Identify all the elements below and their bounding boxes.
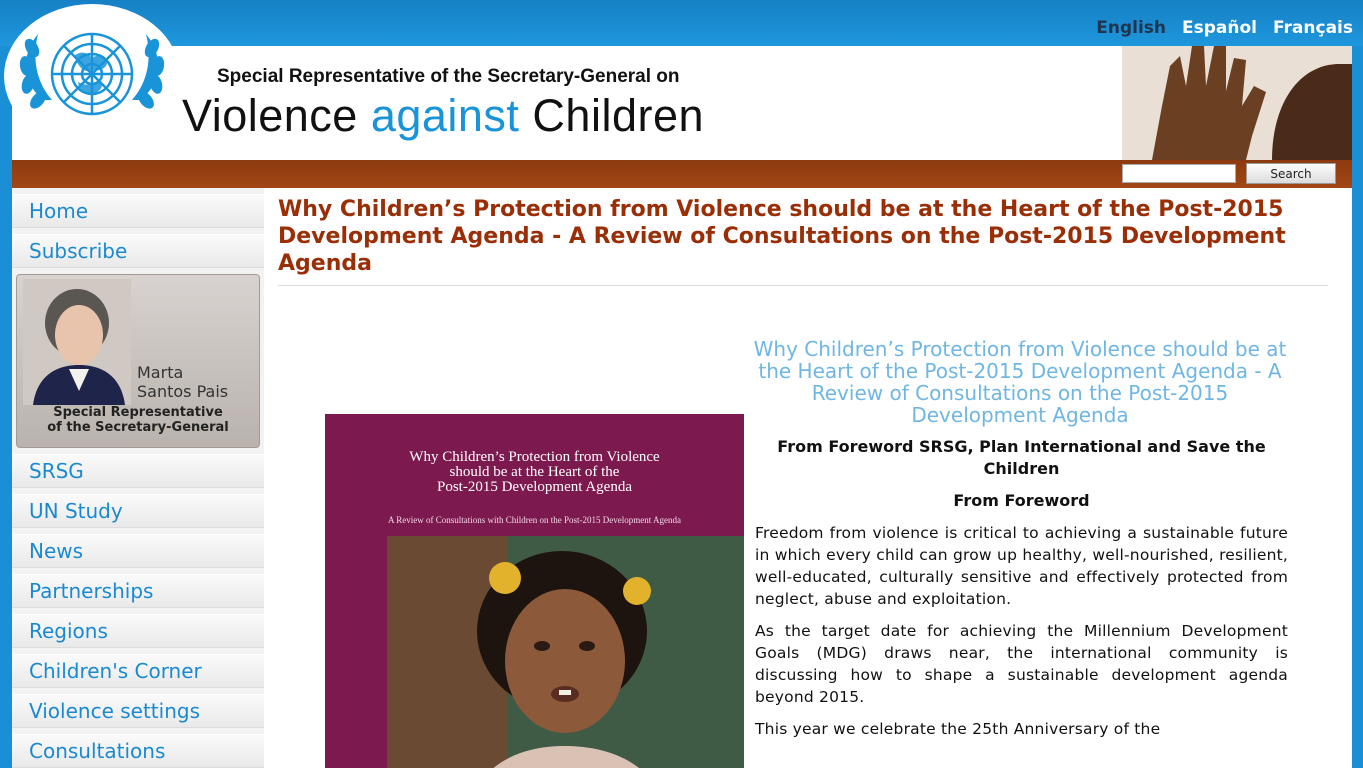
srsg-name-line2: Santos Pais (137, 382, 229, 401)
site-subtitle: Special Representative of the Secretary-General on (217, 66, 680, 87)
nav-item-violence-settings[interactable]: Violence settings (12, 694, 264, 728)
cover-title (325, 450, 744, 495)
search-button[interactable]: Search (1246, 163, 1336, 184)
nav-item-home[interactable]: Home (12, 194, 264, 228)
language-francais[interactable]: Français (1273, 18, 1353, 38)
article-paragraph: Freedom from violence is critical to achieving a sustainable future in which every child can grow up healthy, well-nourished, resilient, well-educated, culturally sensitive and effectively protected from neglect, abuse and exploitation. (755, 524, 1288, 608)
foreword-subheading: From Foreword (953, 491, 1090, 510)
child-portrait-image (387, 536, 744, 768)
site-title-part2: Children (519, 90, 705, 141)
cover-title-line3: Post-2015 Development Agenda (437, 479, 632, 495)
article-paragraph: As the target date for achieving the Millennium Development Goals (MDG) draws near, the international community is discussing how to shape a sustainable development agenda beyond 2015. (755, 622, 1288, 706)
cover-title-line2: should be at the Heart of the (449, 464, 620, 480)
page-title: Why Children’s Protection from Violence should be at the Heart of the Post-2015 Development Agenda - A Review of Consultations on the Post-2015 Development Agenda (278, 197, 1286, 276)
cover-child-photo (387, 536, 744, 768)
report-cover-image[interactable] (325, 414, 744, 768)
site-title[interactable] (182, 90, 704, 142)
nav-item-partnerships[interactable]: Partnerships (12, 574, 264, 608)
site-title-part1: Violence (182, 90, 371, 141)
top-band (0, 0, 1363, 46)
site-header (12, 46, 1352, 160)
foreword-heading: From Foreword SRSG, Plan International and Save the Children (777, 437, 1266, 478)
nav-item-childrens-corner[interactable]: Children's Corner (12, 654, 264, 688)
srsg-name (137, 363, 228, 401)
sidebar (12, 188, 264, 768)
article-heading: Why Children’s Protection from Violence should be at the Heart of the Post-2015 Development Agenda - A Review of Consultations on the Post-2015 Development Agenda (753, 337, 1287, 427)
un-emblem-logo[interactable] (4, 4, 180, 148)
srsg-name-line1: Marta (137, 363, 184, 382)
nav-item-un-study[interactable]: UN Study (12, 494, 264, 528)
main-content (278, 188, 1340, 768)
site-title-accent: against (370, 90, 520, 141)
srsg-profile-card[interactable] (16, 274, 260, 448)
cover-title-line1: Why Children’s Protection from Violence (409, 449, 660, 465)
nav-item-news[interactable]: News (12, 534, 264, 568)
header-hand-photo (1122, 46, 1352, 160)
un-emblem-icon (4, 4, 180, 148)
page-container (12, 46, 1352, 768)
srsg-portrait-photo (23, 279, 131, 405)
nav-item-srsg[interactable]: SRSG (12, 454, 264, 488)
search-bar (12, 160, 1352, 188)
raised-hand-image (1122, 46, 1352, 160)
title-divider (278, 285, 1328, 286)
article (755, 338, 1288, 740)
search-input[interactable] (1122, 164, 1236, 183)
srsg-role-line2: of the Secretary-General (47, 420, 229, 435)
portrait-image (23, 279, 131, 405)
nav-item-regions[interactable]: Regions (12, 614, 264, 648)
srsg-role (17, 405, 259, 435)
nav-item-subscribe[interactable]: Subscribe (12, 234, 264, 268)
article-paragraph: This year we celebrate the 25th Anniversary of the (755, 720, 1161, 738)
language-english[interactable]: English (1096, 18, 1167, 38)
language-espanol[interactable]: Español (1182, 18, 1258, 38)
cover-subtitle: A Review of Consultations with Children on the Post-2015 Development Agenda (388, 515, 681, 525)
nav-item-consultations[interactable]: Consultations (12, 734, 264, 768)
language-bar (1096, 18, 1353, 38)
srsg-role-line1: Special Representative (53, 405, 223, 420)
